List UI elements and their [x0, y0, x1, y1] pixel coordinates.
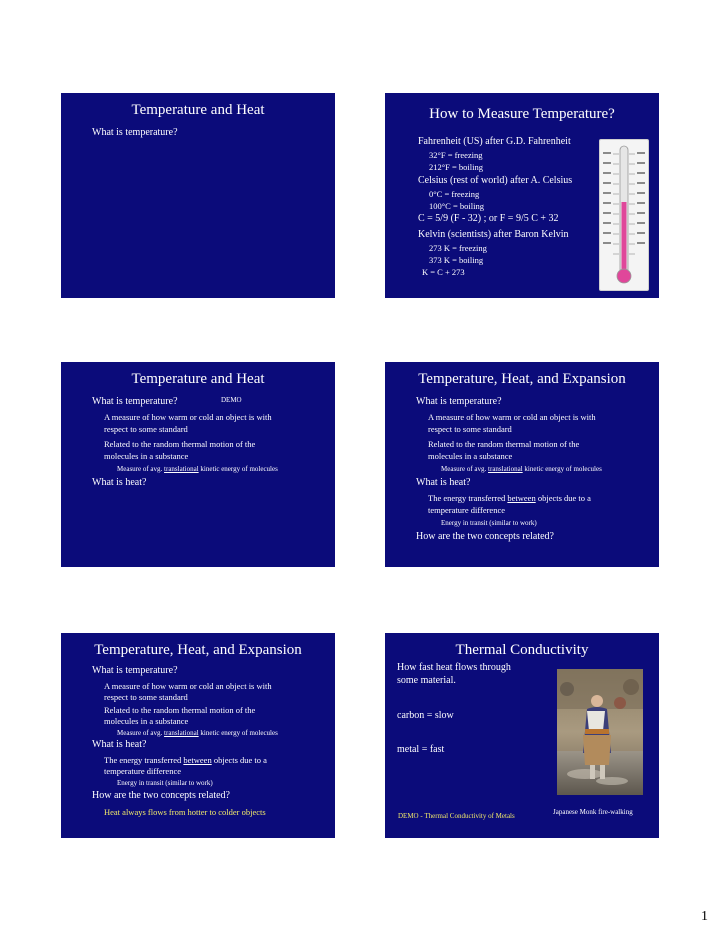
- bullet: What is heat?: [92, 477, 147, 488]
- highlighted-conclusion: Heat always flows from hotter to colder objects: [104, 807, 266, 817]
- text-part: kinetic energy of molecules: [200, 465, 278, 473]
- sub-bullet: temperature difference: [104, 766, 182, 776]
- underlined-term: translational: [488, 465, 523, 473]
- demo-label: DEMO - Thermal Conductivity of Metals: [398, 812, 515, 820]
- page-number: 1: [701, 909, 708, 924]
- sub-sub-bullet: Energy in transit (similar to work): [441, 519, 537, 527]
- underlined-term: translational: [164, 729, 199, 737]
- bullet: What is temperature?: [92, 665, 178, 676]
- text-part: The energy transferred: [428, 493, 506, 503]
- underlined-term: translational: [164, 465, 199, 473]
- sub-bullet: 273 K = freezing: [429, 243, 487, 253]
- thermometer-icon: [600, 140, 648, 290]
- sub-bullet: molecules in a substance: [104, 451, 189, 461]
- bullet: What is temperature?: [92, 127, 178, 138]
- body-text: How fast heat flows through: [397, 662, 511, 673]
- sub-bullet: molecules in a substance: [428, 451, 513, 461]
- slide-title: Temperature and Heat: [131, 371, 265, 387]
- fire-walking-photo: [557, 669, 643, 795]
- sub-bullet: 32°F = freezing: [429, 150, 483, 160]
- body-text: carbon = slow: [397, 710, 454, 721]
- body-text: some material.: [397, 675, 456, 686]
- slide-6: [385, 633, 659, 838]
- bullet: Fahrenheit (US) after G.D. Fahrenheit: [418, 136, 571, 147]
- sub-sub-bullet: [117, 729, 278, 737]
- bullet: How are the two concepts related?: [416, 531, 554, 542]
- text-part: objects due to a: [537, 493, 591, 503]
- formula-line: K = C + 273: [422, 267, 465, 277]
- slide-4: [385, 362, 659, 567]
- text-part: Measure of avg.: [117, 465, 163, 473]
- slide-2: [385, 93, 659, 298]
- bullet: What is temperature?: [416, 396, 502, 407]
- sub-sub-bullet: [117, 465, 278, 473]
- sub-bullet: Related to the random thermal motion of the: [104, 705, 256, 715]
- photo-caption: Japanese Monk fire-walking: [553, 808, 633, 816]
- bullet: What is heat?: [92, 739, 147, 750]
- bullet: What is temperature?: [92, 396, 178, 407]
- slide-title: Thermal Conductivity: [455, 642, 589, 658]
- sub-bullet: respect to some standard: [428, 424, 512, 434]
- bullet: How are the two concepts related?: [92, 790, 230, 801]
- sub-bullet: respect to some standard: [104, 424, 188, 434]
- demo-label: DEMO: [221, 396, 242, 404]
- bullet: Kelvin (scientists) after Baron Kelvin: [418, 229, 569, 240]
- bullet: What is heat?: [416, 477, 471, 488]
- sub-bullet: A measure of how warm or cold an object is with: [104, 412, 272, 422]
- body-text: metal = fast: [397, 744, 445, 755]
- slide-title: Temperature, Heat, and Expansion: [94, 642, 302, 658]
- sub-bullet: [428, 493, 591, 503]
- text-part: The energy transferred: [104, 755, 182, 765]
- sub-bullet: 100°C = boiling: [429, 201, 484, 211]
- slide-title: How to Measure Temperature?: [429, 106, 615, 122]
- text-part: Measure of avg.: [117, 729, 163, 737]
- sub-bullet: molecules in a substance: [104, 716, 189, 726]
- sub-bullet: respect to some standard: [104, 692, 188, 702]
- text-part: Measure of avg.: [441, 465, 487, 473]
- sub-bullet: Related to the random thermal motion of the: [428, 439, 580, 449]
- text-part: objects due to a: [213, 755, 267, 765]
- sub-bullet: 373 K = boiling: [429, 255, 484, 265]
- slide-title: Temperature and Heat: [131, 102, 265, 118]
- sub-bullet: [104, 755, 267, 765]
- underlined-term: between: [183, 755, 212, 765]
- sub-bullet: A measure of how warm or cold an object is with: [104, 681, 272, 691]
- text-part: kinetic energy of molecules: [524, 465, 602, 473]
- sub-bullet: A measure of how warm or cold an object is with: [428, 412, 596, 422]
- sub-bullet: 212°F = boiling: [429, 162, 484, 172]
- bullet: Celsius (rest of world) after A. Celsius: [418, 175, 573, 186]
- underlined-term: between: [507, 493, 536, 503]
- sub-bullet: 0°C = freezing: [429, 189, 480, 199]
- sub-sub-bullet: [441, 465, 602, 473]
- slide-1: [61, 93, 335, 298]
- text-part: kinetic energy of molecules: [200, 729, 278, 737]
- thermometer-image: [599, 139, 649, 291]
- slide-title: Temperature, Heat, and Expansion: [418, 371, 626, 387]
- sub-bullet: temperature difference: [428, 505, 506, 515]
- slide-3: [61, 362, 335, 567]
- monk-photo-icon: [557, 669, 643, 795]
- formula-line: C = 5/9 (F - 32) ; or F = 9/5 C + 32: [418, 213, 559, 224]
- sub-sub-bullet: Energy in transit (similar to work): [117, 779, 213, 787]
- slide-5: [61, 633, 335, 838]
- sub-bullet: Related to the random thermal motion of the: [104, 439, 256, 449]
